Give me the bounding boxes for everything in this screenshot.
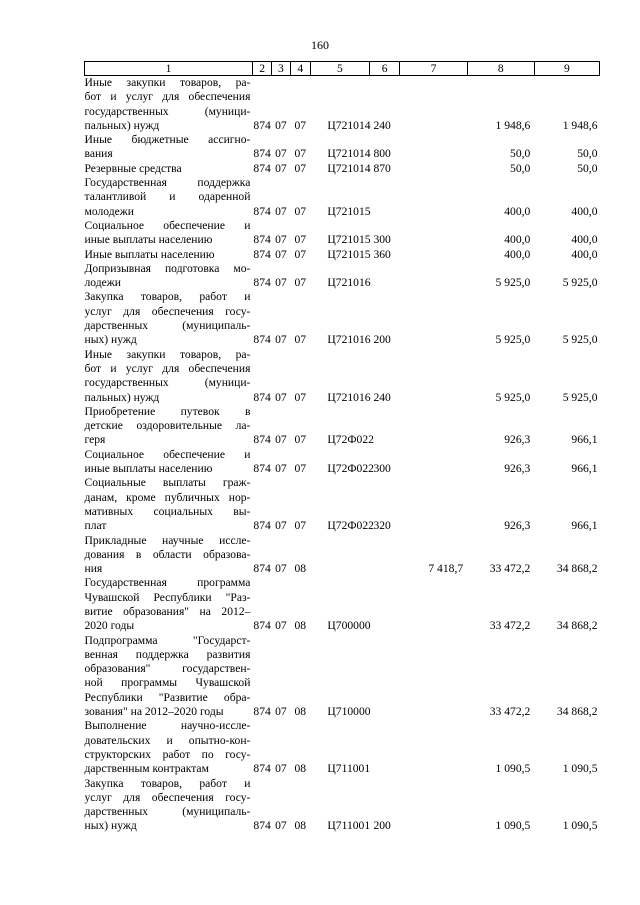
cell-c3: 07 xyxy=(275,161,287,175)
cell-c9: 50,0 xyxy=(577,147,598,161)
cell-c5: Ц700000 xyxy=(327,619,371,633)
table-row xyxy=(85,348,600,405)
cell-c2: 874 xyxy=(253,147,271,161)
row-name xyxy=(85,262,253,291)
row-name-line: дарственным контрактам xyxy=(84,762,209,776)
row-name-line: Резервные средства xyxy=(84,161,182,175)
row-name-line: венная поддержка развития xyxy=(84,647,251,661)
cell-c3: 07 xyxy=(275,619,287,633)
column-header: 2 xyxy=(252,62,271,76)
cell-c3: 07 xyxy=(275,233,287,247)
cell-c6 xyxy=(369,576,400,633)
row-name xyxy=(85,777,253,834)
cell-c6 xyxy=(369,719,400,776)
cell-c9: 1 090,5 xyxy=(562,819,598,833)
cell-c2: 874 xyxy=(253,705,271,719)
cell-c8: 5 925,0 xyxy=(495,390,531,404)
cell-c8: 5 925,0 xyxy=(495,276,531,290)
cell-c5: Ц721014 xyxy=(327,118,371,132)
row-name-line: Закупка товаров, работ и xyxy=(84,290,251,304)
row-name-line: ных) нужд xyxy=(84,819,137,833)
cell-c7 xyxy=(400,133,467,162)
cell-c2: 874 xyxy=(253,519,271,533)
row-name-line: талантливой и одаренной xyxy=(84,190,251,204)
cell-c4: 07 xyxy=(294,276,307,290)
cell-c5: Ц721015 xyxy=(327,204,371,218)
column-header: 3 xyxy=(272,62,290,76)
cell-c6: 300 xyxy=(373,233,391,247)
table-row xyxy=(85,576,600,633)
cell-c6: 200 xyxy=(373,333,391,347)
cell-c5: Ц72Ф022 xyxy=(327,519,374,533)
row-name-line: бот и услуг для обеспечения xyxy=(84,361,251,375)
column-header: 9 xyxy=(534,62,599,76)
row-name-line: Иные закупки товаров, ра- xyxy=(84,76,251,89)
row-name xyxy=(85,219,253,248)
row-name-line: иные выплаты населению xyxy=(84,233,213,247)
cell-c7 xyxy=(400,290,467,347)
cell-c8: 926,3 xyxy=(504,519,531,533)
cell-c6: 240 xyxy=(373,390,391,404)
cell-c9: 966,1 xyxy=(571,462,598,476)
cell-c9: 5 925,0 xyxy=(562,276,598,290)
cell-c5: Ц721014 xyxy=(327,161,371,175)
cell-c9: 966,1 xyxy=(571,519,598,533)
cell-c4: 07 xyxy=(294,147,307,161)
cell-c4: 07 xyxy=(294,519,307,533)
row-name-line: структорских работ по госу- xyxy=(84,747,251,761)
cell-c8: 400,0 xyxy=(504,204,531,218)
cell-c3: 07 xyxy=(275,762,287,776)
cell-c9: 966,1 xyxy=(571,433,598,447)
cell-c8: 926,3 xyxy=(504,462,531,476)
row-name-line: Закупка товаров, работ и xyxy=(84,776,251,790)
row-name xyxy=(85,634,253,720)
cell-c5: Ц711001 xyxy=(327,762,371,776)
cell-c7 xyxy=(400,162,467,176)
table-row xyxy=(85,162,600,176)
table-row xyxy=(85,133,600,162)
cell-c6: 200 xyxy=(373,819,391,833)
cell-c9: 34 868,2 xyxy=(556,619,598,633)
cell-c3: 07 xyxy=(275,462,287,476)
cell-c8: 33 472,2 xyxy=(489,562,531,576)
cell-c9: 1 948,6 xyxy=(562,118,598,132)
row-name xyxy=(85,534,253,577)
cell-c7 xyxy=(400,448,467,477)
cell-c6 xyxy=(369,262,400,291)
cell-c7 xyxy=(400,405,467,448)
cell-c9: 400,0 xyxy=(571,247,598,261)
cell-c7 xyxy=(400,248,467,262)
cell-c8: 5 925,0 xyxy=(495,333,531,347)
cell-c2: 874 xyxy=(253,562,271,576)
cell-c4: 08 xyxy=(294,562,307,576)
cell-c4: 07 xyxy=(294,462,307,476)
row-name xyxy=(85,133,253,162)
row-name-line: дарственных (муниципаль- xyxy=(84,805,251,819)
cell-c4: 07 xyxy=(294,247,307,261)
row-name-line: образования" государствен- xyxy=(84,662,251,676)
column-header: 8 xyxy=(467,62,534,76)
row-name-line: геря xyxy=(84,433,106,447)
cell-c2: 874 xyxy=(253,433,271,447)
cell-c3: 07 xyxy=(275,390,287,404)
row-name-line: Социальное обеспечение и xyxy=(84,447,251,461)
cell-c7 xyxy=(400,219,467,248)
row-name-line: государственных (муници- xyxy=(84,376,251,390)
row-name-line: Иные закупки товаров, ра- xyxy=(84,347,251,361)
cell-c2: 874 xyxy=(253,204,271,218)
row-name xyxy=(85,290,253,347)
row-name-line: Чувашской Республики "Раз- xyxy=(84,590,251,604)
cell-c9: 400,0 xyxy=(571,204,598,218)
cell-c3: 07 xyxy=(275,519,287,533)
table-row xyxy=(85,448,600,477)
row-name-line: ной программы Чувашской xyxy=(84,676,251,690)
cell-c3: 07 xyxy=(275,562,287,576)
row-name-line: Выполнение научно-иссле- xyxy=(84,719,251,733)
row-name-line: ния xyxy=(84,562,103,576)
row-name-line: данам, кроме публичных нор- xyxy=(84,490,251,504)
row-name xyxy=(85,162,253,176)
row-name-line: пальных) нужд xyxy=(84,390,160,404)
cell-c2: 874 xyxy=(253,118,271,132)
cell-c4: 08 xyxy=(294,619,307,633)
cell-c2: 874 xyxy=(253,247,271,261)
cell-c5 xyxy=(310,534,369,577)
cell-c3: 07 xyxy=(275,705,287,719)
row-name-line: лодежи xyxy=(84,276,122,290)
row-name-line: молодежи xyxy=(84,204,134,218)
cell-c8: 33 472,2 xyxy=(489,705,531,719)
cell-c4: 07 xyxy=(294,233,307,247)
cell-c7 xyxy=(400,176,467,219)
row-name-line: Подпрограмма "Государст- xyxy=(84,633,251,647)
cell-c2: 874 xyxy=(253,762,271,776)
cell-c9: 50,0 xyxy=(577,161,598,175)
cell-c5: Ц72Ф022 xyxy=(327,433,374,447)
cell-c2: 874 xyxy=(253,333,271,347)
cell-c4: 08 xyxy=(294,819,307,833)
cell-c8: 1 090,5 xyxy=(495,819,531,833)
row-name-line: Иные выплаты населению xyxy=(84,247,215,261)
row-name-line: плат xyxy=(84,519,107,533)
row-name xyxy=(85,719,253,776)
cell-c8: 400,0 xyxy=(504,247,531,261)
cell-c9: 1 090,5 xyxy=(562,762,598,776)
cell-c2: 874 xyxy=(253,276,271,290)
cell-c6: 320 xyxy=(373,519,391,533)
table-row xyxy=(85,634,600,720)
row-name xyxy=(85,76,253,134)
cell-c2: 874 xyxy=(253,462,271,476)
cell-c7 xyxy=(400,634,467,720)
row-name-line: услуг для обеспечения госу- xyxy=(84,790,251,804)
table-row xyxy=(85,777,600,834)
row-name-line: Республики "Развитие обра- xyxy=(84,690,251,704)
row-name-line: мативных социальных вы- xyxy=(84,504,251,518)
row-name xyxy=(85,348,253,405)
cell-c3: 07 xyxy=(275,118,287,132)
table-row xyxy=(85,476,600,533)
cell-c6: 800 xyxy=(373,147,391,161)
cell-c6 xyxy=(369,176,400,219)
cell-c3: 07 xyxy=(275,819,287,833)
cell-c8: 926,3 xyxy=(504,433,531,447)
table-header-row xyxy=(85,62,600,76)
column-header: 7 xyxy=(400,62,467,76)
cell-c7 xyxy=(400,348,467,405)
row-name-line: иные выплаты населению xyxy=(84,462,213,476)
row-name-line: Государственная программа xyxy=(84,576,251,590)
cell-c3: 07 xyxy=(275,147,287,161)
cell-c7 xyxy=(400,576,467,633)
cell-c7 xyxy=(400,262,467,291)
cell-c8: 400,0 xyxy=(504,233,531,247)
cell-c6: 870 xyxy=(373,161,391,175)
cell-c5: Ц721015 xyxy=(327,233,371,247)
cell-c3: 07 xyxy=(275,247,287,261)
cell-c8: 33 472,2 xyxy=(489,619,531,633)
cell-c3: 07 xyxy=(275,204,287,218)
cell-c8: 1 090,5 xyxy=(495,762,531,776)
column-header: 1 xyxy=(85,62,253,76)
cell-c7 xyxy=(400,76,467,134)
cell-c4: 07 xyxy=(294,333,307,347)
column-header: 5 xyxy=(310,62,369,76)
cell-c4: 07 xyxy=(294,161,307,175)
row-name-line: Иные бюджетные ассигно- xyxy=(84,133,251,147)
cell-c2: 874 xyxy=(253,390,271,404)
cell-c5: Ц721016 xyxy=(327,390,371,404)
row-name-line: дования в области образова- xyxy=(84,547,251,561)
row-name-line: витие образования" на 2012– xyxy=(84,604,251,618)
cell-c9: 5 925,0 xyxy=(562,333,598,347)
row-name-line: Социальные выплаты граж- xyxy=(84,476,251,490)
table-row xyxy=(85,719,600,776)
cell-c6: 360 xyxy=(373,247,391,261)
row-name-line: детские оздоровительные ла- xyxy=(84,419,251,433)
table-row xyxy=(85,262,600,291)
cell-c5: Ц72Ф022 xyxy=(327,462,374,476)
cell-c6: 300 xyxy=(373,462,391,476)
row-name-line: пальных) нужд xyxy=(84,118,160,132)
cell-c4: 08 xyxy=(294,705,307,719)
cell-c3: 07 xyxy=(275,333,287,347)
row-name-line: государственных (муници- xyxy=(84,104,251,118)
row-name xyxy=(85,576,253,633)
table-row xyxy=(85,405,600,448)
row-name-line: Прикладные научные иссле- xyxy=(84,533,251,547)
cell-c3: 07 xyxy=(275,433,287,447)
cell-c4: 07 xyxy=(294,204,307,218)
row-name xyxy=(85,476,253,533)
cell-c5: Ц721015 xyxy=(327,247,371,261)
cell-c7 xyxy=(400,476,467,533)
cell-c9: 34 868,2 xyxy=(556,705,598,719)
cell-c7 xyxy=(400,719,467,776)
column-header: 6 xyxy=(369,62,400,76)
cell-c4: 07 xyxy=(294,390,307,404)
row-name-line: Приобретение путевок в xyxy=(84,404,251,418)
row-name-line: Допризывная подготовка мо- xyxy=(84,261,251,275)
cell-c4: 08 xyxy=(294,762,307,776)
cell-c4: 07 xyxy=(294,433,307,447)
row-name-line: Государственная поддержка xyxy=(84,176,251,190)
row-name-line: дарственных (муниципаль- xyxy=(84,319,251,333)
cell-c9: 34 868,2 xyxy=(556,562,598,576)
cell-c9: 5 925,0 xyxy=(562,390,598,404)
table-row xyxy=(85,219,600,248)
row-name-line: 2020 годы xyxy=(84,619,135,633)
row-name xyxy=(85,405,253,448)
row-name-line: довательских и опытно-кон- xyxy=(84,733,251,747)
cell-c2: 874 xyxy=(253,619,271,633)
cell-c6 xyxy=(369,634,400,720)
cell-c5: Ц721014 xyxy=(327,147,371,161)
page-number: 160 xyxy=(311,38,329,52)
row-name xyxy=(85,248,253,262)
table-row xyxy=(85,76,600,134)
cell-c4: 07 xyxy=(294,118,307,132)
cell-c2: 874 xyxy=(253,233,271,247)
cell-c5: Ц711001 xyxy=(327,819,371,833)
cell-c2: 874 xyxy=(253,161,271,175)
cell-c5: Ц721016 xyxy=(327,333,371,347)
table-row xyxy=(85,176,600,219)
cell-c5: Ц710000 xyxy=(327,705,371,719)
row-name-line: ных) нужд xyxy=(84,333,137,347)
cell-c5: Ц721016 xyxy=(327,276,371,290)
budget-table xyxy=(84,61,600,834)
cell-c9: 400,0 xyxy=(571,233,598,247)
row-name xyxy=(85,176,253,219)
cell-c8: 50,0 xyxy=(510,161,531,175)
row-name-line: вания xyxy=(84,147,113,161)
row-name-line: бот и услуг для обеспечения xyxy=(84,90,251,104)
cell-c8: 1 948,6 xyxy=(495,118,531,132)
table-row xyxy=(85,290,600,347)
cell-c7 xyxy=(400,777,467,834)
cell-c8: 50,0 xyxy=(510,147,531,161)
cell-c6 xyxy=(369,405,400,448)
cell-c6 xyxy=(369,534,400,577)
cell-c7: 7 418,7 xyxy=(428,562,464,576)
row-name-line: зования" на 2012–2020 годы xyxy=(84,705,224,719)
row-name-line: Социальное обеспечение и xyxy=(84,218,251,232)
cell-c3: 07 xyxy=(275,276,287,290)
column-header: 4 xyxy=(290,62,310,76)
cell-c6: 240 xyxy=(373,118,391,132)
cell-c2: 874 xyxy=(253,819,271,833)
row-name xyxy=(85,448,253,477)
table-row xyxy=(85,534,600,577)
table-row xyxy=(85,248,600,262)
row-name-line: услуг для обеспечения госу- xyxy=(84,304,251,318)
